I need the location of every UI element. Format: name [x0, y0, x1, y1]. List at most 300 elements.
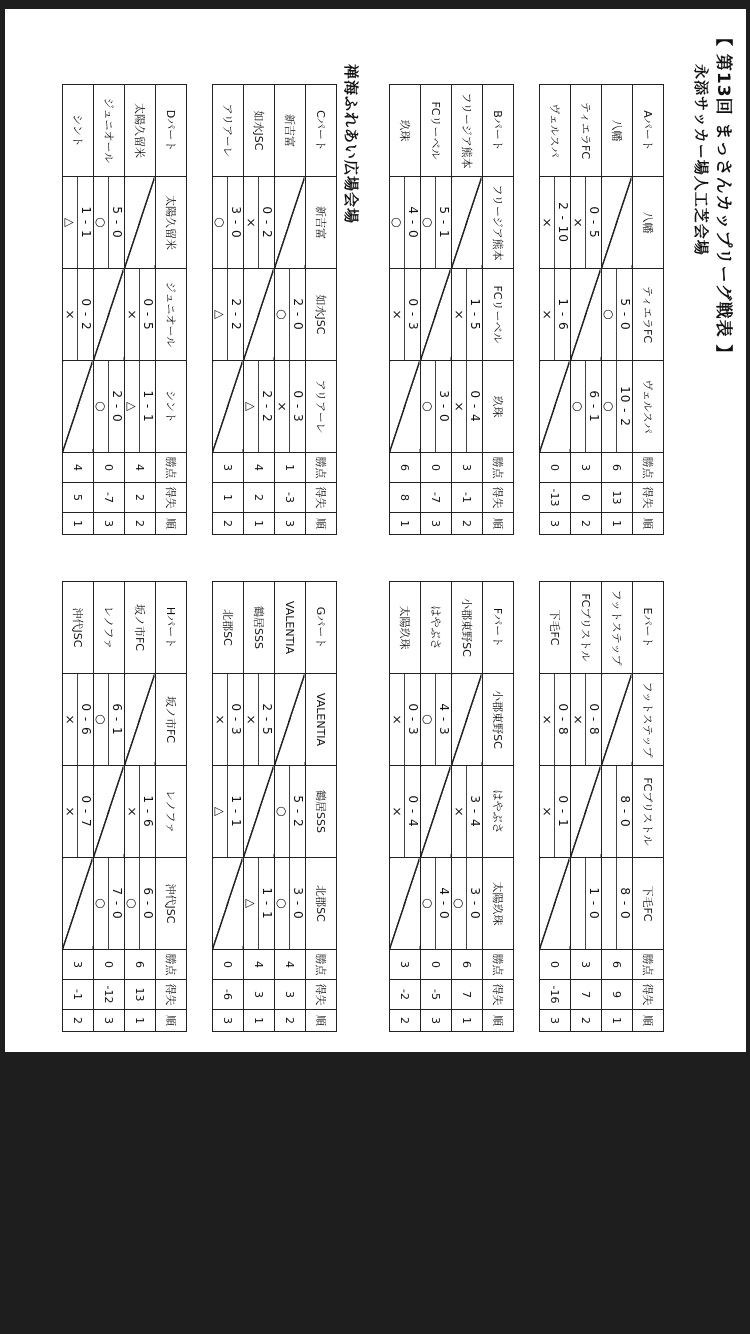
result: [452, 766, 482, 857]
result: [452, 858, 482, 949]
column-rank: 順: [156, 1010, 187, 1032]
stat-diff: -13: [540, 483, 571, 513]
result: [390, 674, 420, 765]
result: [452, 269, 482, 360]
row-team: シント: [63, 85, 94, 177]
stat-pts: 3: [63, 950, 94, 980]
row-team: アリアーレ: [213, 85, 244, 177]
team-row: [63, 582, 94, 1032]
result-cell: [571, 361, 602, 453]
result: [540, 269, 570, 360]
result-cell: [94, 177, 125, 269]
result: [540, 177, 570, 268]
diagonal-cell: [213, 361, 244, 453]
result-symbol: ×: [63, 309, 77, 320]
team-row: [125, 85, 156, 535]
result-symbol: ○: [94, 714, 108, 725]
stat-diff: 5: [63, 483, 94, 513]
stat-pts: 0: [540, 950, 571, 980]
column-team: FCリーベル: [483, 269, 514, 361]
score: 2 - 2: [258, 361, 274, 452]
result-cell: [244, 674, 275, 766]
score: 0 - 3: [227, 674, 243, 765]
column-team: 沖代JSC: [156, 858, 187, 950]
result-cell: [602, 269, 633, 361]
venue-heading-1: 永添サッカー場人工芝会場: [692, 64, 710, 256]
stat-pts: 4: [275, 950, 306, 980]
team-row: [244, 582, 275, 1032]
row-team: はやぶさ: [421, 582, 452, 674]
team-row: [452, 85, 483, 535]
team-row: [571, 582, 602, 1032]
result-symbol: ×: [540, 309, 554, 320]
result-symbol: ×: [571, 217, 585, 228]
stat-rank: 1: [602, 1010, 633, 1032]
group-name: Aパート: [633, 85, 664, 177]
group-name: Gパート: [306, 582, 337, 674]
result-symbol: ○: [602, 401, 616, 412]
result: [390, 269, 420, 360]
column-team: FCブリストル: [633, 766, 664, 858]
result-cell: [421, 177, 452, 269]
column-pts: 勝点: [483, 950, 514, 980]
column-team: 鶴居SSS: [306, 766, 337, 858]
team-row: [571, 85, 602, 535]
result-symbol: ×: [540, 714, 554, 725]
score: 5 - 2: [289, 766, 305, 857]
column-rank: 順: [483, 513, 514, 535]
result-cell: [63, 269, 94, 361]
result-cell: [275, 766, 306, 858]
column-team: アリアーレ: [306, 361, 337, 453]
score: 0 - 5: [585, 177, 601, 268]
result: [275, 269, 305, 360]
score-sheet: [5, 9, 746, 1052]
result: [213, 766, 243, 857]
stat-diff: -1: [63, 980, 94, 1010]
diagonal-cell: [540, 361, 571, 453]
result: [94, 674, 124, 765]
team-row: [63, 85, 94, 535]
column-pts: 勝点: [633, 950, 664, 980]
column-diff: 得失: [306, 483, 337, 513]
stat-diff: -7: [421, 483, 452, 513]
team-row: [452, 582, 483, 1032]
result-symbol: ○: [421, 217, 435, 228]
result-symbol: ○: [421, 401, 435, 412]
row-team: 如水JSC: [244, 85, 275, 177]
stat-diff: 13: [125, 980, 156, 1010]
stat-pts: 6: [452, 950, 483, 980]
row-team: VALENTIA: [275, 582, 306, 674]
result-cell: [213, 177, 244, 269]
result-cell: [94, 361, 125, 453]
diagonal-cell: [452, 177, 483, 269]
column-rank: 順: [633, 513, 664, 535]
score: 6 - 1: [108, 674, 124, 765]
team-row: [602, 582, 633, 1032]
stat-diff: -1: [452, 483, 483, 513]
diagonal-cell: [94, 766, 125, 858]
diagonal-cell: [390, 361, 421, 453]
result-cell: [213, 674, 244, 766]
result: [571, 361, 601, 452]
score: 3 - 4: [466, 766, 482, 857]
stat-diff: 8: [390, 483, 421, 513]
score: 2 - 0: [108, 361, 124, 452]
result-cell: [213, 269, 244, 361]
diagonal-cell: [275, 177, 306, 269]
stat-pts: 6: [602, 453, 633, 483]
stat-rank: 1: [244, 1010, 275, 1032]
stat-pts: 0: [421, 453, 452, 483]
stat-diff: 1: [213, 483, 244, 513]
score: 0 - 3: [404, 674, 420, 765]
column-pts: 勝点: [306, 950, 337, 980]
stat-diff: 2: [125, 483, 156, 513]
team-row: [94, 582, 125, 1032]
header-row: [633, 85, 664, 535]
stat-pts: 3: [213, 453, 244, 483]
diagonal-cell: [244, 766, 275, 858]
group-name: Fパート: [483, 582, 514, 674]
stat-pts: 6: [390, 453, 421, 483]
stat-pts: 1: [275, 453, 306, 483]
result-symbol: ×: [63, 714, 77, 725]
score: 6 - 0: [139, 858, 155, 949]
stat-rank: 3: [421, 513, 452, 535]
result-symbol: △: [125, 401, 139, 412]
row-team: 太陽久留米: [125, 85, 156, 177]
result: [275, 766, 305, 857]
score: 5 - 1: [435, 177, 451, 268]
result-cell: [213, 766, 244, 858]
team-row: [275, 85, 306, 535]
result: [125, 269, 155, 360]
diagonal-cell: [390, 858, 421, 950]
result-symbol: ○: [125, 898, 139, 909]
league-table-3: [212, 84, 337, 535]
diagonal-cell: [421, 766, 452, 858]
stat-pts: 0: [94, 453, 125, 483]
column-team: 八幡: [633, 177, 664, 269]
result: [213, 674, 243, 765]
row-team: フットステップ: [602, 582, 633, 674]
stat-diff: -12: [94, 980, 125, 1010]
result-cell: [125, 858, 156, 950]
stat-pts: 0: [213, 950, 244, 980]
column-pts: 勝点: [483, 453, 514, 483]
result: [390, 766, 420, 857]
result: [94, 858, 124, 949]
stat-rank: 3: [275, 513, 306, 535]
result-cell: [602, 766, 633, 858]
league-table-4: [62, 84, 187, 535]
result: [125, 858, 155, 949]
stat-pts: 0: [540, 453, 571, 483]
row-team: 新吉富: [275, 85, 306, 177]
score: 2 - 0: [289, 269, 305, 360]
column-team: 小郡東野SC: [483, 674, 514, 766]
stat-diff: -7: [94, 483, 125, 513]
team-row: [94, 85, 125, 535]
stat-pts: 6: [125, 950, 156, 980]
score: 4 - 0: [404, 177, 420, 268]
result: [94, 177, 124, 268]
column-diff: 得失: [633, 980, 664, 1010]
result-cell: [275, 361, 306, 453]
result-cell: [125, 361, 156, 453]
column-team: フリージア熊本: [483, 177, 514, 269]
result-cell: [540, 674, 571, 766]
stat-pts: 0: [421, 950, 452, 980]
result-cell: [244, 858, 275, 950]
score: 0 - 7: [77, 766, 93, 857]
league-table-5: [539, 581, 664, 1032]
result-symbol: ○: [213, 217, 227, 228]
score: 1 - 1: [77, 177, 93, 268]
result-symbol: ○: [421, 714, 435, 725]
result: [94, 361, 124, 452]
score: 2 - 2: [227, 269, 243, 360]
rotated-page: [5, 9, 746, 1052]
stat-diff: -6: [213, 980, 244, 1010]
page-title: 【 第13回 まっさんカップリーグ戦表 】: [713, 29, 733, 363]
result-symbol: ○: [390, 217, 404, 228]
column-diff: 得失: [483, 980, 514, 1010]
column-pts: 勝点: [156, 950, 187, 980]
team-row: [275, 582, 306, 1032]
stat-rank: 1: [602, 513, 633, 535]
result-cell: [275, 858, 306, 950]
stat-rank: 3: [421, 1010, 452, 1032]
result-cell: [602, 361, 633, 453]
score: 0 - 8: [554, 674, 570, 765]
column-team: VALENTIA: [306, 674, 337, 766]
result-symbol: ×: [244, 714, 258, 725]
diagonal-cell: [602, 177, 633, 269]
stat-rank: 2: [571, 513, 602, 535]
result: [244, 177, 274, 268]
result-cell: [275, 269, 306, 361]
result: [421, 177, 451, 268]
stat-rank: 3: [94, 513, 125, 535]
score: 0 - 3: [404, 269, 420, 360]
venue-heading-2: 禅海ふれあい広場会場: [342, 64, 360, 225]
result: [602, 858, 632, 949]
stat-pts: 4: [244, 453, 275, 483]
score: 0 - 4: [466, 361, 482, 452]
result: [213, 177, 243, 268]
result-symbol: ×: [571, 714, 585, 725]
group-name: Eパート: [633, 582, 664, 674]
result: [421, 361, 451, 452]
result: [63, 269, 93, 360]
column-team: ジュニオール: [156, 269, 187, 361]
stat-pts: 3: [452, 453, 483, 483]
stat-rank: 3: [213, 1010, 244, 1032]
column-team: レノファ: [156, 766, 187, 858]
header-row: [156, 85, 187, 535]
score: 4 - 3: [435, 674, 451, 765]
diagonal-cell: [602, 674, 633, 766]
result: [244, 361, 274, 452]
stat-diff: 13: [602, 483, 633, 513]
stat-pts: 4: [63, 453, 94, 483]
result-symbol: ○: [94, 401, 108, 412]
score: 5 - 0: [108, 177, 124, 268]
result-cell: [390, 674, 421, 766]
row-team: ジュニオール: [94, 85, 125, 177]
group-name: Dパート: [156, 85, 187, 177]
result-symbol: △: [244, 898, 258, 909]
row-team: 坂ノ市FC: [125, 582, 156, 674]
stat-rank: 2: [452, 513, 483, 535]
score: 8 - 0: [616, 858, 632, 949]
score: 4 - 0: [435, 858, 451, 949]
column-pts: 勝点: [633, 453, 664, 483]
result: [602, 361, 632, 452]
result: [540, 766, 570, 857]
result-cell: [125, 766, 156, 858]
league-table-1: [539, 84, 664, 535]
score: 1 - 5: [466, 269, 482, 360]
stat-diff: 7: [452, 980, 483, 1010]
team-row: [244, 85, 275, 535]
header-row: [306, 582, 337, 1032]
stat-rank: 2: [213, 513, 244, 535]
stat-pts: 4: [125, 453, 156, 483]
result-symbol: ○: [275, 898, 289, 909]
result-symbol: ○: [275, 309, 289, 320]
team-row: [213, 582, 244, 1032]
diagonal-cell: [63, 858, 94, 950]
league-table-6: [389, 581, 514, 1032]
stat-pts: 3: [390, 950, 421, 980]
result-cell: [94, 858, 125, 950]
diagonal-cell: [452, 674, 483, 766]
result-cell: [421, 674, 452, 766]
result: [571, 858, 601, 949]
row-team: レノファ: [94, 582, 125, 674]
result-symbol: ×: [125, 309, 139, 320]
result-symbol: ○: [94, 217, 108, 228]
result-symbol: [602, 766, 616, 857]
result-cell: [244, 177, 275, 269]
result-cell: [390, 766, 421, 858]
stat-diff: 3: [275, 980, 306, 1010]
score: 2 - 10: [554, 177, 570, 268]
column-team: はやぶさ: [483, 766, 514, 858]
column-rank: 順: [483, 1010, 514, 1032]
score: 1 - 1: [227, 766, 243, 857]
column-rank: 順: [306, 513, 337, 535]
diagonal-cell: [94, 269, 125, 361]
diagonal-cell: [244, 269, 275, 361]
stat-diff: 7: [571, 980, 602, 1010]
score: 10 - 2: [616, 361, 632, 452]
column-diff: 得失: [633, 483, 664, 513]
result-cell: [63, 674, 94, 766]
score: 3 - 0: [289, 858, 305, 949]
league-table-2: [389, 84, 514, 535]
score: 3 - 0: [227, 177, 243, 268]
column-team: 坂ノ市FC: [156, 674, 187, 766]
column-team: 北郡SC: [306, 858, 337, 950]
score: 1 - 0: [585, 858, 601, 949]
result-cell: [571, 858, 602, 950]
result: [63, 766, 93, 857]
result: [390, 177, 420, 268]
result-symbol: ×: [390, 309, 404, 320]
column-diff: 得失: [483, 483, 514, 513]
result-symbol: △: [63, 217, 77, 228]
diagonal-cell: [421, 269, 452, 361]
row-team: 太陽玖珠: [390, 582, 421, 674]
result: [213, 269, 243, 360]
result: [421, 674, 451, 765]
result-cell: [571, 177, 602, 269]
diagonal-cell: [63, 361, 94, 453]
stat-rank: 1: [244, 513, 275, 535]
result: [452, 361, 482, 452]
score: 0 - 3: [289, 361, 305, 452]
result-symbol: [571, 858, 585, 949]
stat-pts: 4: [244, 950, 275, 980]
header-row: [633, 582, 664, 1032]
stat-diff: 9: [602, 980, 633, 1010]
diagonal-cell: [275, 674, 306, 766]
diagonal-cell: [571, 269, 602, 361]
result-symbol: ×: [390, 714, 404, 725]
stat-rank: 2: [275, 1010, 306, 1032]
team-row: [390, 85, 421, 535]
result-cell: [390, 269, 421, 361]
column-pts: 勝点: [156, 453, 187, 483]
column-pts: 勝点: [306, 453, 337, 483]
column-team: ティエラFC: [633, 269, 664, 361]
score: 3 - 0: [435, 361, 451, 452]
result-symbol: ×: [125, 806, 139, 817]
result-cell: [421, 858, 452, 950]
result-cell: [602, 858, 633, 950]
result: [602, 269, 632, 360]
diagonal-cell: [571, 766, 602, 858]
score: 1 - 6: [139, 766, 155, 857]
stat-rank: 3: [540, 513, 571, 535]
stat-rank: 1: [452, 1010, 483, 1032]
result-symbol: ×: [244, 217, 258, 228]
result-cell: [244, 361, 275, 453]
column-diff: 得失: [156, 980, 187, 1010]
column-diff: 得失: [306, 980, 337, 1010]
column-team: フットステップ: [633, 674, 664, 766]
header-row: [156, 582, 187, 1032]
result-symbol: △: [213, 806, 227, 817]
result: [125, 361, 155, 452]
result: [244, 858, 274, 949]
diagonal-cell: [540, 858, 571, 950]
row-team: 鶴居SSS: [244, 582, 275, 674]
stat-rank: 2: [63, 1010, 94, 1032]
result: [244, 674, 274, 765]
result-symbol: ○: [452, 898, 466, 909]
score: 0 - 2: [77, 269, 93, 360]
column-diff: 得失: [156, 483, 187, 513]
result-cell: [452, 361, 483, 453]
result-symbol: ○: [602, 309, 616, 320]
result-cell: [94, 674, 125, 766]
